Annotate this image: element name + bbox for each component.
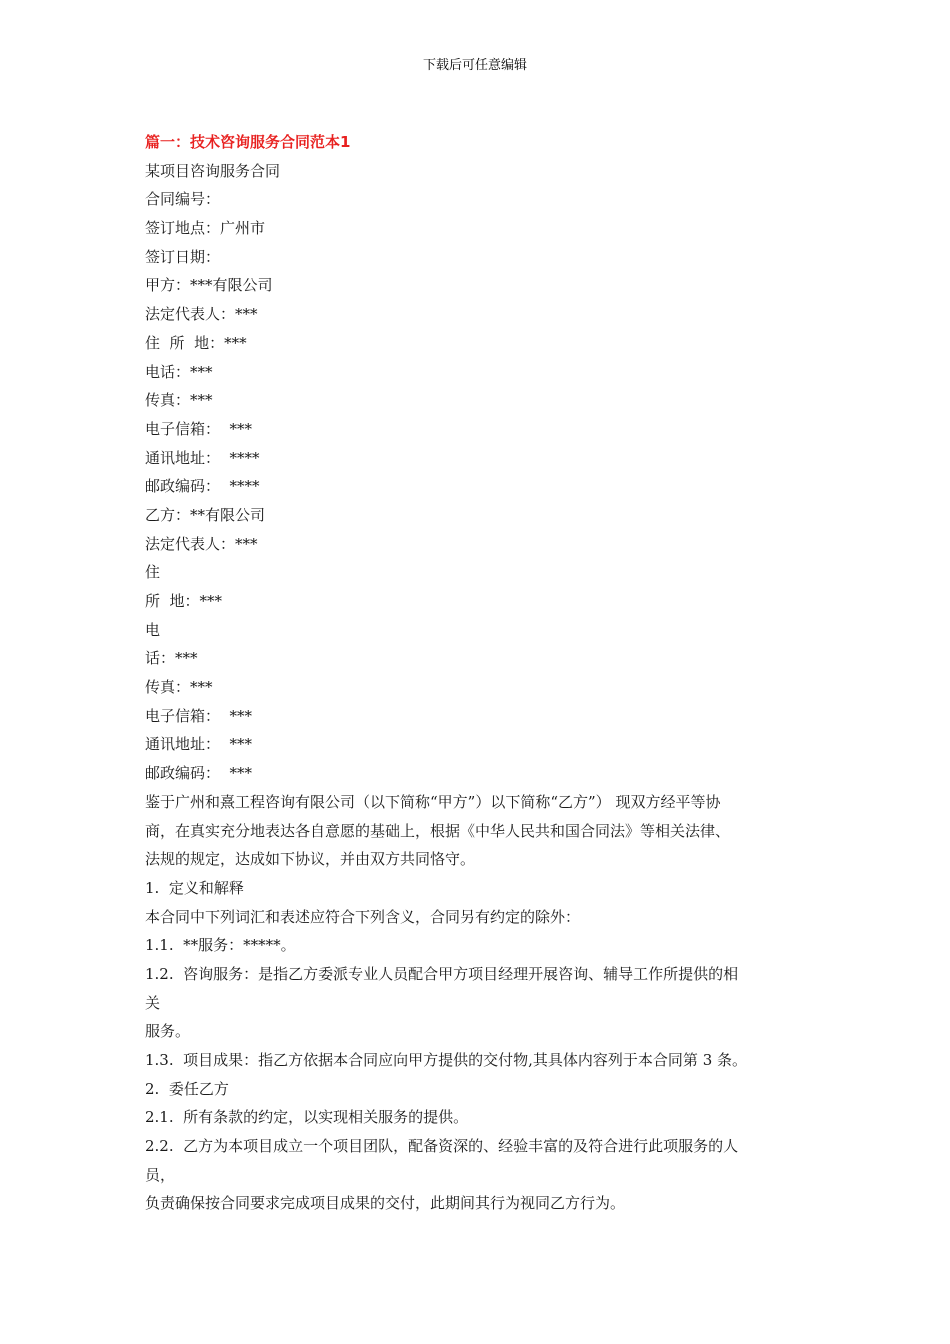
document-line: 住 所 地：*** — [145, 333, 247, 352]
document-line: 1.2. 咨询服务：是指乙方委派专业人员配合甲方项目经理开展咨询、辅导工作所提供的相 — [145, 964, 739, 983]
document-line: 1.3. 项目成果：指乙方依据本合同应向甲方提供的交付物,其具体内容列于本合同第 3 条。 — [145, 1051, 748, 1069]
document-line: 甲方：***有限公司 — [145, 276, 273, 295]
document-line: 关 — [145, 993, 161, 1012]
document-line: 法定代表人：*** — [145, 305, 258, 324]
document-line: 传真：*** — [145, 678, 213, 697]
document-line: 1. 定义和解释 — [145, 878, 244, 897]
document-title: 篇一：技术咨询服务合同范本1 — [145, 133, 351, 151]
document-line: 员， — [145, 1165, 176, 1184]
document-line: 乙方：**有限公司 — [145, 505, 266, 524]
document-line: 2. 委任乙方 — [145, 1079, 229, 1098]
document-line: 法定代表人：*** — [145, 534, 258, 553]
page-header: 下载后可任意编辑 — [422, 58, 527, 73]
document-line: 签订日期： — [145, 247, 221, 266]
document-line: 电子信箱： *** — [145, 706, 253, 725]
document-line: 签订地点：广州市 — [145, 219, 266, 238]
document-line: 电子信箱： *** — [145, 419, 253, 438]
document-line: 电 — [145, 620, 161, 639]
document-line: 某项目咨询服务合同 — [145, 161, 281, 180]
document-line: 通讯地址： *** — [145, 735, 253, 754]
document-line: 传真：*** — [145, 391, 213, 410]
document-line: 2.2. 乙方为本项目成立一个项目团队，配备资深的、经验丰富的及符合进行此项服务的人 — [145, 1137, 739, 1156]
document-line: 通讯地址： **** — [145, 448, 260, 467]
document-lines — [145, 157, 825, 1218]
document-line: 法规的规定，达成如下协议，并由双方共同恪守。 — [145, 850, 476, 869]
document-line: 本合同中下列词汇和表述应符合下列含义，合同另有约定的除外： — [145, 907, 581, 926]
document-line: 1.1. **服务：*****。 — [145, 936, 296, 955]
document-line: 邮政编码： **** — [145, 477, 260, 496]
document-line: 邮政编码： *** — [145, 764, 253, 783]
document-line: 住 — [145, 563, 161, 582]
document-line: 所 地：*** — [145, 592, 223, 610]
document-line: 话：*** — [145, 649, 198, 668]
document-line: 服务。 — [145, 1022, 191, 1041]
document-body — [145, 128, 825, 1218]
document-line: 负责确保按合同要求完成项目成果的交付，此期间其行为视同乙方行为。 — [145, 1194, 626, 1213]
document-line: 商，在真实充分地表达各自意愿的基础上，根据《中华人民共和国合同法》等相关法律、 — [145, 821, 731, 840]
document-line: 2.1. 所有条款的约定，以实现相关服务的提供。 — [145, 1108, 469, 1127]
document-line: 电话：*** — [145, 362, 213, 381]
document-line: 鉴于广州和熹工程咨询有限公司（以下简称“甲方”）以下简称“乙方”） 现双方经平等协 — [145, 792, 721, 811]
document-line: 合同编号： — [145, 190, 221, 209]
